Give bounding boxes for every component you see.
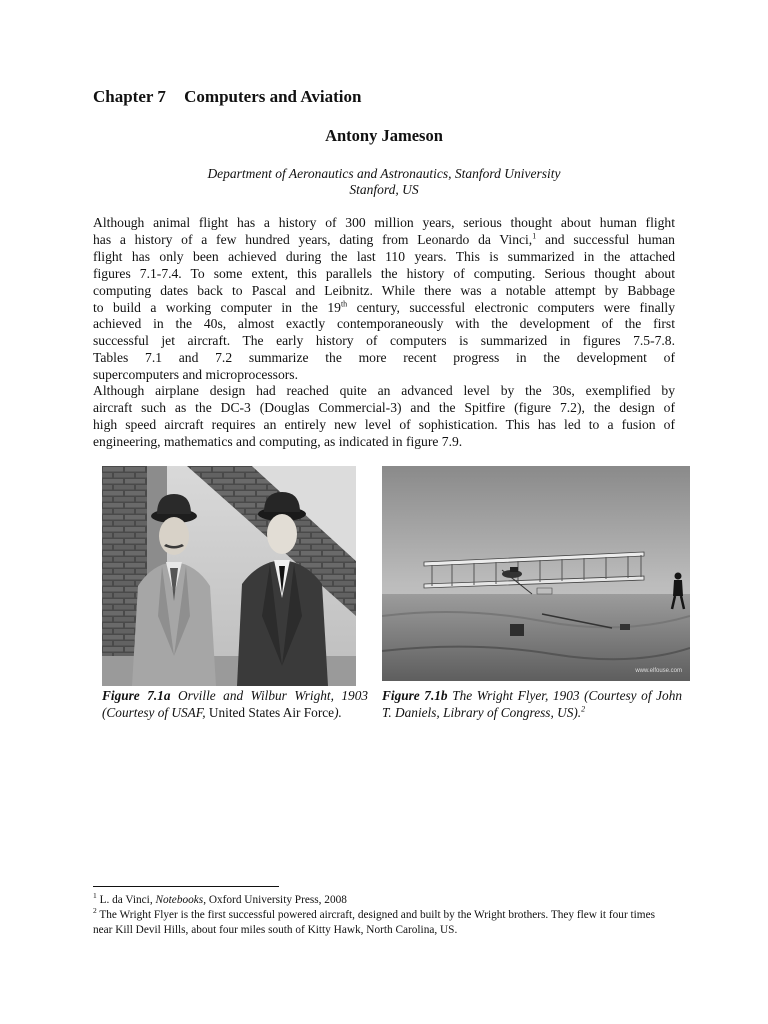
figure-label: Figure 7.1a bbox=[102, 688, 171, 703]
footnote-ref[interactable]: 2 bbox=[581, 704, 586, 714]
wright-brothers-photo bbox=[102, 466, 356, 686]
footnote-text: L. da Vinci, bbox=[96, 894, 156, 906]
affiliation-location: Stanford, US bbox=[349, 182, 419, 197]
text-fragment: century, successful electronic computers were finally bbox=[347, 299, 675, 315]
figure-a-caption bbox=[102, 687, 368, 721]
text-line bbox=[93, 300, 675, 317]
footnote-2 bbox=[93, 908, 675, 937]
footnote-divider bbox=[93, 886, 279, 887]
text-line: supercomputers and microprocessors. bbox=[93, 367, 298, 383]
footnote-1 bbox=[93, 893, 675, 908]
chapter-number: Chapter 7 bbox=[93, 87, 166, 106]
text-line: flight has only been achieved during the last 110 years. This is summarized in the attached bbox=[93, 248, 675, 264]
second-paragraph bbox=[93, 383, 675, 451]
caption-link[interactable]: United States Air Force bbox=[208, 705, 335, 720]
intro-paragraph bbox=[93, 215, 675, 384]
text-fragment: to build a working computer in the 19 bbox=[93, 299, 341, 315]
text-line: engineering, mathematics and computing, as indicated in figure 7.9. bbox=[93, 433, 463, 449]
text-line: Although animal flight has a history of 300 million years, serious thought about human flight bbox=[93, 215, 675, 230]
wright-flyer-photo bbox=[382, 466, 690, 681]
text-line: computing dates back to Pascal and Leibnitz. While there was a notable attempt by Babbage bbox=[93, 282, 675, 298]
footnote-number: 2 bbox=[93, 906, 97, 916]
author-name: Antony Jameson bbox=[325, 126, 443, 145]
superscript: th bbox=[340, 299, 348, 308]
footnote-number: 1 bbox=[93, 891, 97, 901]
affiliation bbox=[0, 166, 768, 198]
affiliation-department: Department of Aeronautics and Astronautics, Stanford University bbox=[207, 166, 561, 181]
caption-text: Orville and Wilbur Wright, 1903 (Courtesy of USAF, bbox=[102, 688, 369, 720]
text-fragment: and successful human bbox=[536, 231, 675, 247]
chapter-heading bbox=[93, 87, 361, 107]
figure-label: Figure 7.1b bbox=[382, 688, 448, 703]
footnote-book-title: Notebooks bbox=[155, 894, 204, 906]
footnote-text: The Wright Flyer is the first successful powered aircraft, designed and built by the Wright brothers. They flew it four times near Kill Devil Hills, about four miles south of Kitty Hawk, North Carolina, US. bbox=[93, 909, 656, 936]
caption-text: ). bbox=[334, 705, 342, 720]
text-line: high speed aircraft requires an entirely new level of sophistication. This has led to a fusion of bbox=[93, 416, 675, 432]
text-line: Tables 7.1 and 7.2 summarize the more recent progress in the development of bbox=[93, 350, 675, 366]
figure-b-caption bbox=[382, 687, 682, 721]
text-fragment: has a history of a few hundred years, dating from Leonardo da Vinci, bbox=[93, 231, 533, 247]
chapter-title: Computers and Aviation bbox=[184, 87, 362, 106]
text-line: Although airplane design had reached quite an advanced level by the 30s, exemplified by bbox=[93, 383, 675, 398]
text-line: achieved in the 40s, almost exactly contemporaneously with the development of the first bbox=[93, 316, 675, 332]
footnote-text: , Oxford University Press, 2008 bbox=[203, 894, 347, 906]
text-line: successful jet aircraft. The early history of computers is summarized in figures 7.5-7.8. bbox=[93, 333, 675, 349]
text-line bbox=[93, 232, 675, 249]
footnote-ref[interactable]: 1 bbox=[532, 231, 537, 241]
text-line: aircraft such as the DC-3 (Douglas Commercial-3) and the Spitfire (figure 7.2), the design of bbox=[93, 399, 675, 415]
text-line: figures 7.1-7.4. To some extent, this parallels the history of computing. Serious thought about bbox=[93, 265, 675, 281]
photo-watermark: www.elfouse.com bbox=[635, 668, 682, 674]
caption-text: The Wright Flyer, 1903 (Courtesy of John T. Daniels, Library of Congress, US). bbox=[382, 688, 682, 720]
